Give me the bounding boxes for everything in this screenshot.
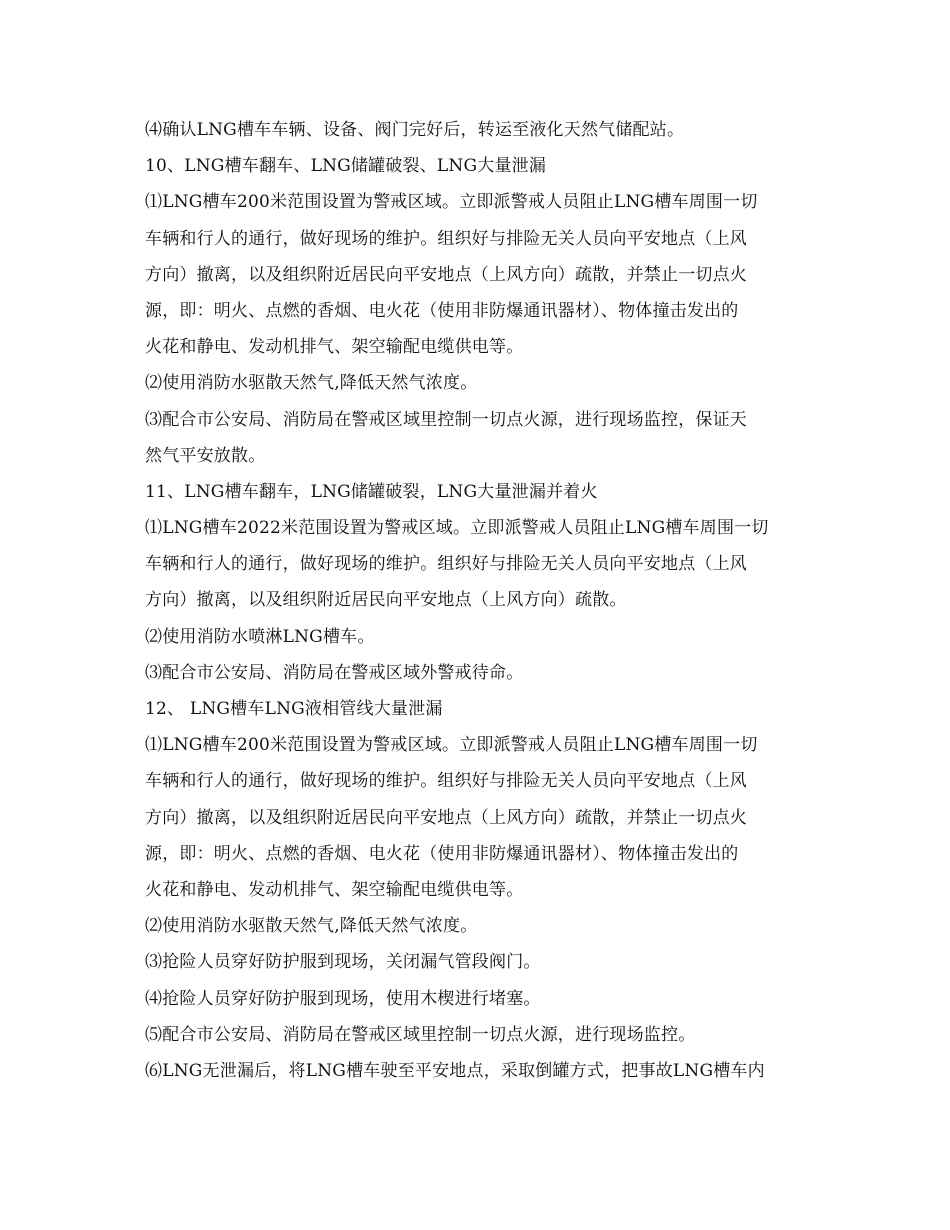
text-line: 方向）撤离，以及组织附近居民向平安地点（上风方向）疏散。 — [145, 590, 627, 611]
text-line: ⑴LNG槽车2022米范围设置为警戒区域。立即派警戒人员阻止LNG槽车周围一切 — [145, 518, 769, 539]
text-line: 然气平安放散。 — [145, 445, 266, 466]
text-line: ⑵使用消防水喷淋LNG槽车。 — [145, 626, 375, 647]
text-line: 源，即：明火、点燃的香烟、电火花（使用非防爆通讯器材）、物体撞击发出的 — [145, 300, 739, 321]
text-line: ⑹LNG无泄漏后，将LNG槽车驶至平安地点，采取倒罐方式，把事故LNG槽车内 — [145, 1060, 765, 1081]
text-line: 火花和静电、发动机排气、架空输配电缆供电等。 — [145, 879, 524, 900]
text-line: ⑷抢险人员穿好防护服到现场，使用木楔进行堵塞。 — [145, 988, 541, 1009]
text-line: ⑶配合市公安局、消防局在警戒区域里控制一切点火源，进行现场监控，保证天 — [145, 409, 747, 430]
text-line: ⑸配合市公安局、消防局在警戒区域里控制一切点火源，进行现场监控。 — [145, 1024, 696, 1045]
document-body — [145, 112, 810, 1089]
text-line: ⑴LNG槽车200米范围设置为警戒区域。立即派警戒人员阻止LNG槽车周围一切 — [145, 735, 758, 756]
section-heading-10: 10、LNG槽车翻车、LNG储罐破裂、LNG大量泄漏 — [145, 156, 547, 177]
text-line: 车辆和行人的通行，做好现场的维护。组织好与排险无关人员向平安地点（上风 — [145, 228, 747, 249]
text-line: 方向）撤离，以及组织附近居民向平安地点（上风方向）疏散，并禁止一切点火 — [145, 807, 747, 828]
section-heading-12: 12、 LNG槽车LNG液相管线大量泄漏 — [145, 699, 443, 719]
text-line: ⑷确认LNG槽车车辆、设备、阀门完好后，转运至液化天然气储配站。 — [145, 120, 685, 140]
text-line: 源，即：明火、点燃的香烟、电火花（使用非防爆通讯器材）、物体撞击发出的 — [145, 843, 739, 864]
text-line: 火花和静电、发动机排气、架空输配电缆供电等。 — [145, 337, 524, 358]
text-line: ⑶配合市公安局、消防局在警戒区域外警戒待命。 — [145, 662, 524, 683]
text-line: 车辆和行人的通行，做好现场的维护。组织好与排险无关人员向平安地点（上风 — [145, 554, 747, 575]
text-line: 车辆和行人的通行，做好现场的维护。组织好与排险无关人员向平安地点（上风 — [145, 771, 747, 792]
text-line: ⑶抢险人员穿好防护服到现场，关闭漏气管段阀门。 — [145, 952, 541, 973]
text-line: 方向）撤离，以及组织附近居民向平安地点（上风方向）疏散，并禁止一切点火 — [145, 264, 747, 285]
text-line: ⑵使用消防水驱散天然气,降低天然气浓度。 — [145, 916, 478, 937]
section-heading-11: 11、LNG槽车翻车，LNG储罐破裂，LNG大量泄漏并着火 — [145, 481, 598, 502]
text-line: ⑴LNG槽车200米范围设置为警戒区域。立即派警戒人员阻止LNG槽车周围一切 — [145, 192, 758, 213]
text-line: ⑵使用消防水驱散天然气,降低天然气浓度。 — [145, 373, 478, 394]
